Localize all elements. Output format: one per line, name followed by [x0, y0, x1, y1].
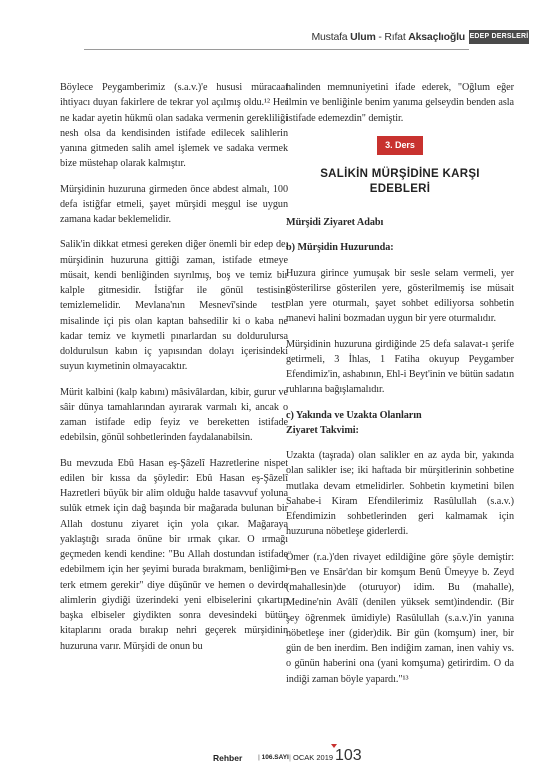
author1-last: Ulum: [350, 31, 376, 43]
heading-c-line2: Ziyaret Takvimi:: [286, 424, 359, 436]
page-header: [0, 28, 553, 48]
heading-b: b) Mürşidin Huzurunda:: [286, 242, 394, 254]
footer-issue-number: 106.SAYI: [261, 754, 289, 761]
page-footer: [0, 747, 553, 770]
paragraph: Salik'in dikkat etmesi gereken diğer önemli bir edep de, mürşidinin huzuruna gittiği zaman, istifade etmeye müsait, kendi benliğinden sıyrılmış, boş ve temiz bir kalple gitmesidir. İstiğfar ile gönül testisini temizlemelidir. Mevlana'nın Mesnevî'sinde testi misalinde içi pis olan kaptan bahsedilir ki o kaba ne kadar temiz ve kıymetli pınarlardan su doldurulursa doldurulsun kabın iç yapısından dolayı içerisindeki suyun kıymetinin olmayacaktır.: [60, 239, 288, 373]
author2-last: Aksaçlıoğlu: [408, 31, 465, 43]
intro-paragraph: halinden memnuniyetini ifade ederek, "Oğlum eğer ilmin ve benliğinle benim yanıma gelseydin benden asla istifade edemezdin" demiştir.: [286, 82, 514, 124]
paragraph-c2: Ömer (r.a.)'den rivayet edildiğine göre şöyle demiştir: "Ben ve Ensâr'dan bir komşum Benû Ümeyye b. Zeyd (mahallesin)de (oturuyor) idim. Bu (mahalle), Medine'nin Avâlî (denilen yüksek semt)indendir. (Bir şey öğrenmek ümidiyle) Rasûlullah (s.a.v.)'in yanına nöbetleşe iner (gider)dik. Bir gün (komşum) iner, bir gün de ben inerdim. Ben indiğim zaman, inen vahiy vs. o günün haberini ona (yani komşuma) getirirdim. O da indiği zaman böyle yapardı."¹³: [286, 551, 514, 685]
heading-visit: Mürşidi Ziyaret Adabı: [286, 217, 384, 228]
footer-separator: |: [258, 754, 260, 761]
paragraph: Bu mevzuda Ebû Hasan eş-Şâzelî Hazretlerine nispet edilen bir kıssa da şöyledir: Ebû Hasan eş-Şâzelî Hazretleri büyük bir alim olduğu halde tasavvuf yoluna sulûk etmek için dağ başında bir mağarada bulunan bir Allah dostunu ziyaret için yola çıkar. Mağaraya yaklaştığı sırada önüne bir ırmak çıkar. O ırmağı geçmeden kendi kendine: "Bu Allah dostundan istifade edebilmem için her şeyimi burada bırakmam, benliğimi terk etmem gerekir" diye düşünür ve hemen o devirde alimlerin giydiği üzerindeki yeni elbiselerini çıkartıp başka elbiseler giydikten sonra devesindeki bütün kitaplarını orada bırakıp nehri geçerek mürşidinin huzuruna varır. Mürşidi de onun bu: [60, 457, 288, 652]
lesson-badge: 3. Ders: [377, 136, 423, 155]
paragraph-b1: Huzura girince yumuşak bir sesle selam vermeli, yer gösterilirse gösterilen yere, gösterilmemiş ise müsait olan yere oturmalı, şayet sohbet ediliyorsa sohbetin manevi halini bozmadan uygun bir yere oturmalıdır.: [286, 267, 514, 325]
paragraph: Mürit kalbini (kalp kabını) mâsivâlardan, kibir, gurur ve sâir dünya tamahlarından ayırarak varmalı ki, ancak o zaman istifade edip feyiz ve bereketten istifade edebilsin, gönül sohbetlerinden faydalanabilsin.: [60, 386, 288, 444]
heading-c: [286, 408, 514, 439]
paragraph-c1: Uzakta (taşrada) olan salikler en az ayda bir, yakında olan salikler ise; iki haftada bir mürşitlerinin sohbetine mutlaka devam etmelidirler. Sohbetin kıymetini bilen Sahabe-i Kiram Efendilerimiz Rasûlullah (s.a.v.) Efendimizin sohbetlerinden geri kalmamak için huzuruna nöbetleşe giderlerdi.: [286, 450, 514, 538]
paragraph-b2: Mürşidinin huzuruna girdiğinde 25 defa salavat-ı şerife getirmeli, 3 İhlas, 1 Fatiha okuyup Peygamber Efendimiz'in, ashabının, Ehl-i Beyt'inin ve bütün sadatın ruhlarına bağışlamalıdır.: [286, 338, 514, 396]
lesson-title-line2: EDEBLERİ: [369, 183, 431, 195]
author-separator: -: [375, 31, 385, 43]
paragraph: Mürşidinin huzuruna girmeden önce abdest almalı, 100 defa istiğfar etmeli, şayet mürşidi meşgul ise uygun zamana kadar beklemelidir.: [60, 183, 288, 225]
footer-separator: |: [289, 753, 291, 762]
author1-first: Mustafa: [311, 31, 348, 43]
footer-issue: [258, 754, 289, 761]
section-tag: EDEP DERSLERİ: [469, 30, 529, 44]
lesson-badge-wrap: [286, 136, 514, 155]
right-column: [286, 80, 514, 697]
lesson-title: [286, 167, 514, 197]
footer-date-text: OCAK 2019: [293, 753, 334, 762]
footer-date: [289, 753, 333, 762]
header-divider: [84, 49, 469, 50]
left-column: [60, 80, 288, 664]
footer-brand: Rehber: [213, 753, 243, 763]
paragraph: Böylece Peygamberimiz (s.a.v.)'e hususi müracaat ihtiyacı duyan fakirlere de tekrar yol açılmış oldu.¹² Her ne kadar ayetin hükmü olan sadaka vermenin gerekliliği nesh olsa da kendisinden istifade edilecek salihlerin yanına gitmeden salih amel işlemek ve sadaka vermek bize müstehap olarak kalmıştır.: [60, 82, 288, 170]
page-number: 103: [335, 747, 362, 764]
author2-first: Rıfat: [384, 31, 406, 43]
heading-c-line1: c) Yakında ve Uzakta Olanların: [286, 409, 422, 421]
lesson-title-line1: SALİKİN MÜRŞİDİNE KARŞI: [320, 168, 480, 180]
header-authors: [312, 31, 466, 43]
